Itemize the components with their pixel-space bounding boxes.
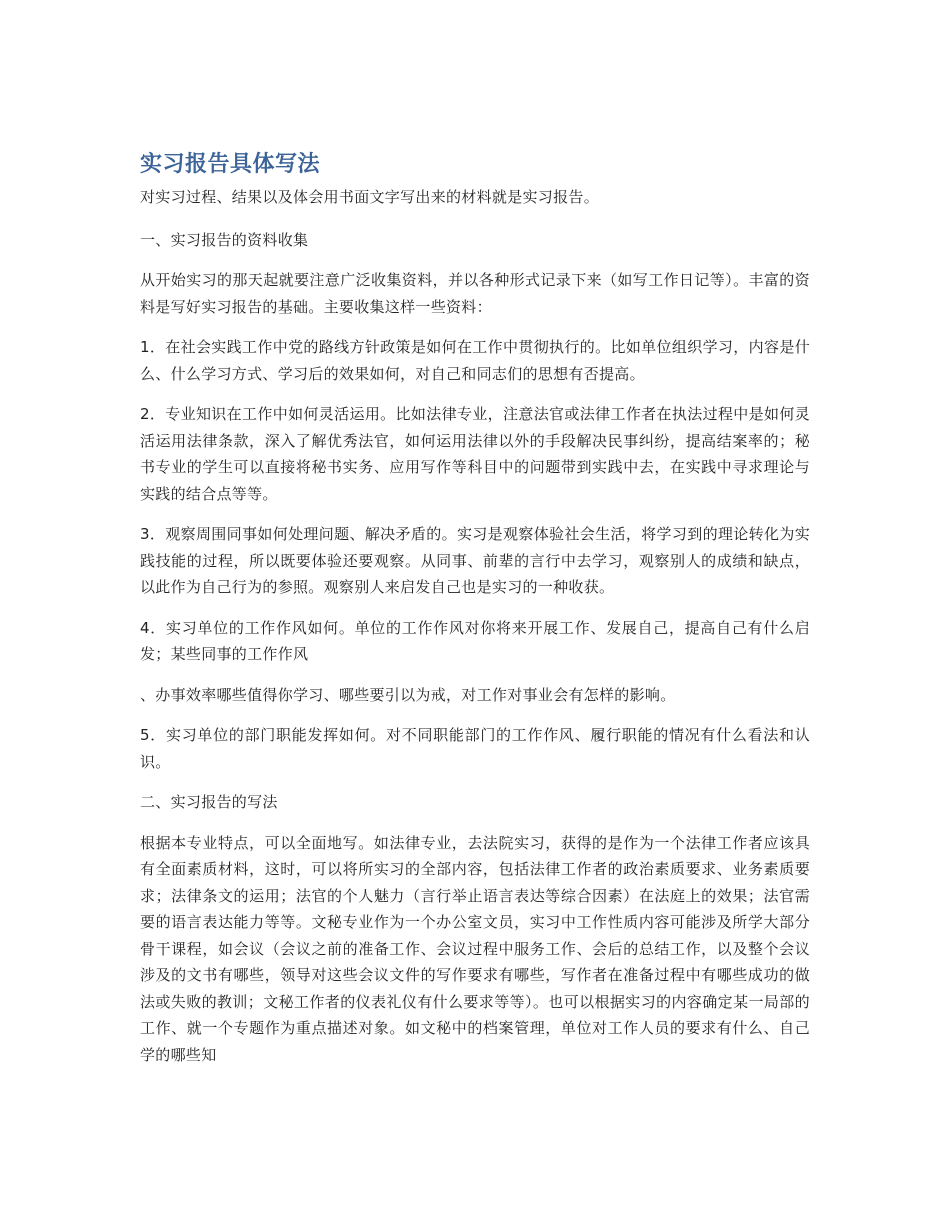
section-heading-collection: 一、实习报告的资料收集 [140, 230, 309, 249]
list-item-2: 2．专业知识在工作中如何灵活运用。比如法律专业，注意法官或法律工作者在执法过程中是如何灵活运用法律条款，深入了解优秀法官，如何运用法律以外的手段解决民事纠纷，提高结案率的；秘书专业的学生可以直接将秘书实务、应用写作等科目中的问题带到实践中去，在实践中寻求理论与实践的结合点等等。 [140, 405, 810, 503]
section-heading-writing: 二、实习报告的写法 [140, 793, 278, 811]
document-title: 实习报告具体写法 [140, 152, 321, 177]
list-item-4-continued: 、办事效率哪些值得你学习、哪些要引以为戒，对工作对事业会有怎样的影响。 [140, 685, 676, 704]
list-item-1: 1．在社会实践工作中党的路线方针政策是如何在工作中贯彻执行的。比如单位组织学习，内容是什么、什么学习方式、学习后的效果如何，对自己和同志们的思想有否提高。 [140, 338, 810, 383]
paragraph-collection-intro: 从开始实习的那天起就要注意广泛收集资料，并以各种形式记录下来（如写工作日记等）。丰富的资料是写好实习报告的基础。主要收集这样一些资料： [140, 271, 810, 316]
list-item-3: 3．观察周围同事如何处理问题、解决矛盾的。实习是观察体验社会生活，将学习到的理论转化为实践技能的过程，所以既要体验还要观察。从同事、前辈的言行中去学习，观察别人的成绩和缺点，以此作为自己行为的参照。观察别人来启发自己也是实习的一种收获。 [140, 525, 810, 596]
paragraph-writing-method: 根据本专业特点，可以全面地写。如法律专业，去法院实习，获得的是作为一个法律工作者应该具有全面素质材料，这时，可以将所实习的全部内容，包括法律工作者的政治素质要求、业务素质要求；法律条文的运用；法官的个人魅力（言行举止语言表达等综合因素）在法庭上的效果；法官需要的语言表达能力等等。文秘专业作为一个办公室文员，实习中工作性质内容可能涉及所学大部分骨干课程，如会议（会议之前的准备工作、会议过程中服务工作、会后的总结工作，以及整个会议涉及的文书有哪些，领导对这些会议文件的写作要求有哪些，写作者在准备过程中有哪些成功的做法或失败的教训；文秘工作者的仪表礼仪有什么要求等等）。也可以根据实习的内容确定某一局部的工作、就一个专题作为重点描述对象。如文秘中的档案管理，单位对工作人员的要求有什么、自己学的哪些知 [140, 833, 810, 1064]
document-content [140, 150, 810, 1082]
list-item-4: 4．实习单位的工作作风如何。单位的工作作风对你将来开展工作、发展自己，提高自己有什么启发；某些同事的工作作风 [140, 618, 810, 663]
list-item-5: 5．实习单位的部门职能发挥如何。对不同职能部门的工作作风、履行职能的情况有什么看法和认识。 [140, 726, 810, 771]
intro-paragraph: 对实习过程、结果以及体会用书面文字写出来的材料就是实习报告。 [140, 188, 600, 206]
